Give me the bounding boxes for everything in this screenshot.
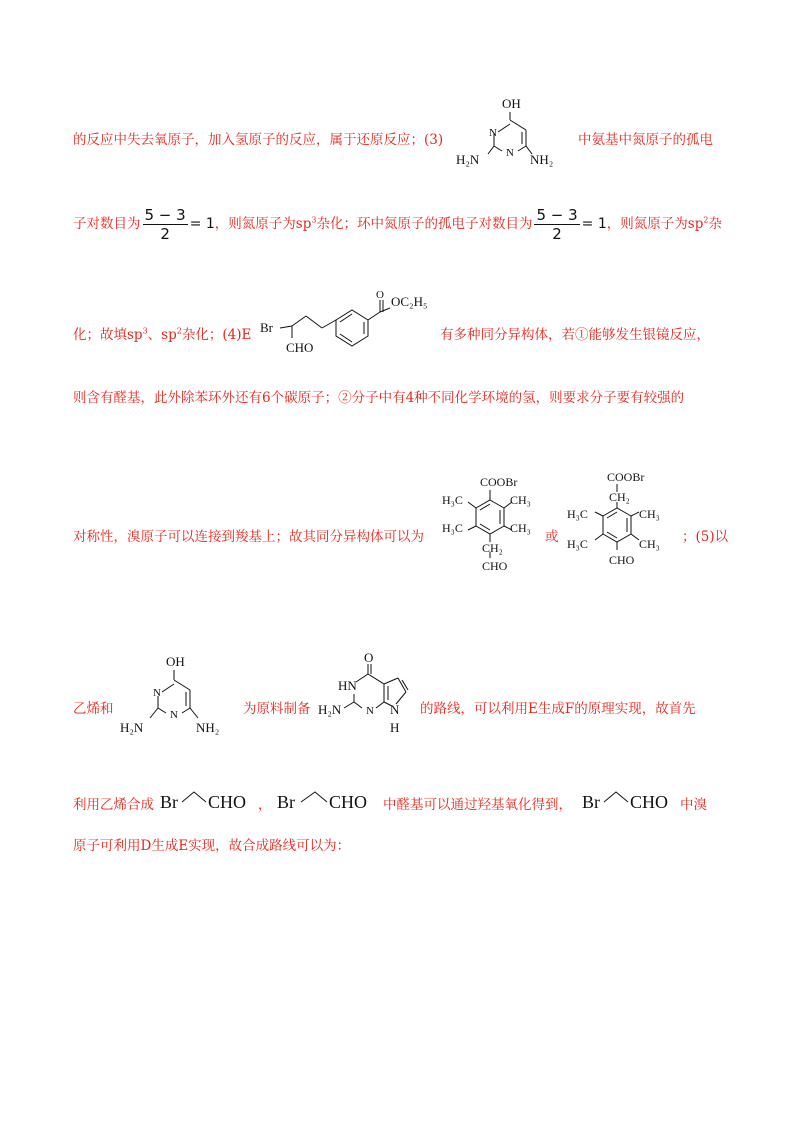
- text-line-8: [73, 834, 350, 854]
- purine-h: H: [390, 720, 400, 735]
- pyrimidine-structure-top: [452, 90, 572, 172]
- text-line-6: [73, 697, 114, 717]
- line-5-part-b: 或: [545, 529, 559, 545]
- iso2-ch2: CH₂: [609, 490, 630, 504]
- text-line-6c: [420, 697, 696, 717]
- brcho2-br: Br: [277, 792, 295, 812]
- iso1-h3c-top: H₃C: [442, 493, 463, 507]
- text-line-7d: [680, 793, 707, 813]
- iso2-coobr: COOBr: [607, 470, 645, 484]
- brcho3-br: Br: [582, 792, 600, 812]
- text-line-6b: [243, 697, 311, 717]
- purine-hn: HN: [338, 678, 357, 693]
- line-1-part-a: 的反应中失去氧原子，加入氢原子的反应，属于还原反应；(3): [73, 132, 444, 148]
- mol2-oh: OH: [166, 654, 185, 669]
- text-line-2: [73, 206, 722, 243]
- fraction-1-result: = 1: [189, 216, 215, 232]
- iso1-coobr: COOBr: [480, 475, 518, 489]
- iso2-ch3-bot: CH₃: [639, 537, 660, 551]
- fraction-2-result: = 1: [581, 216, 607, 232]
- fraction-1-numerator: 5 − 3: [144, 206, 186, 224]
- mol1-oh: OH: [502, 96, 521, 111]
- isomer-1-structure: [440, 470, 540, 580]
- iso2-h3c-top: H₃C: [567, 507, 588, 521]
- sup-2: 2: [703, 215, 709, 225]
- line-7-part-a: 利用乙烯合成: [73, 797, 154, 813]
- fraction-2-denominator: 2: [552, 225, 562, 243]
- isomer-2-structure: [565, 468, 675, 574]
- line-3-part-c: 杂化；(4)E: [181, 327, 252, 343]
- line-8-text: 原子可利用D生成E实现，故合成路线可以为：: [73, 838, 351, 854]
- iso2-ch3-top: CH₃: [639, 507, 660, 521]
- text-line-3: [73, 323, 251, 343]
- iso1-ch3-bot: CH₃: [510, 521, 531, 535]
- bromoacetaldehyde-structure-3: [580, 786, 678, 814]
- line-5-part-a: 对称性，溴原子可以连接到羧基上；故其同分异构体可以为: [73, 529, 424, 545]
- text-line-7b: [258, 793, 272, 813]
- line-2-part-b: ，则氮原子为sp: [214, 216, 312, 232]
- line-4-text: 则含有醛基，此外除苯环外还有6个碳原子；②分子中有4种不同化学环境的氢，则要求分子要有较强的: [73, 390, 685, 406]
- line-3-part-b: 、sp: [147, 327, 177, 343]
- fraction-2: [534, 206, 579, 243]
- purine-o: O: [364, 650, 374, 665]
- mol2-h2n: H₂N: [120, 720, 144, 735]
- fraction-1-denominator: 2: [160, 225, 170, 243]
- brcho3-cho: CHO: [630, 792, 669, 812]
- sup-3b: 3: [142, 326, 148, 336]
- text-line-4: [73, 386, 684, 406]
- line-3-part-a: 化；故填sp: [73, 327, 143, 343]
- purine-h2n: H₂N: [318, 702, 342, 717]
- text-line-5: [73, 525, 424, 545]
- line-2-part-c: 杂化；环中氮原子的孤电子对数目为: [316, 216, 533, 232]
- pyrrolopyrimidine-structure: [316, 650, 420, 740]
- line-6-part-c: 的路线，可以利用E生成F的原理实现，故首先: [420, 701, 696, 717]
- mol2-nh2: NH₂: [196, 720, 220, 735]
- pyrimidine-structure-middle: [116, 652, 236, 738]
- sup-2b: 2: [176, 326, 182, 336]
- line-7-part-b: ，: [258, 797, 272, 813]
- line-2-part-e: 杂: [708, 216, 722, 232]
- mol-e-o: O: [376, 289, 384, 301]
- mol1-nh2: NH₂: [530, 152, 554, 167]
- sup-3: 3: [311, 215, 317, 225]
- line-6-part-b: 为原料制备: [243, 701, 311, 717]
- mol1-h2n: H₂N: [456, 152, 480, 167]
- purine-n: N: [366, 705, 374, 717]
- iso1-cho: CHO: [482, 559, 508, 573]
- mol2-n1: N: [153, 687, 161, 699]
- line-6-part-a: 乙烯和: [73, 701, 114, 717]
- text-line-7: [73, 793, 154, 813]
- mol1-n1: N: [489, 127, 497, 139]
- text-line-1b: [578, 128, 713, 148]
- iso1-h3c-bot: H₃C: [442, 521, 463, 535]
- line-2-part-a: 子对数目为: [73, 216, 141, 232]
- mol-e-ester: OC₂H₅: [391, 294, 428, 309]
- brcho1-br: Br: [160, 792, 178, 812]
- purine-nh: N: [390, 702, 400, 717]
- line-1-part-b: 中氨基中氮原子的孤电: [578, 132, 713, 148]
- mol-e-cho: CHO: [286, 340, 314, 355]
- bromoacetaldehyde-structure-1: [158, 786, 256, 814]
- bromoacetaldehyde-structure-2: [275, 786, 379, 814]
- iso2-cho: CHO: [609, 553, 635, 567]
- text-line-5c: [682, 525, 728, 545]
- compound-e-structure: [256, 286, 446, 362]
- fraction-1: [143, 206, 188, 243]
- text-line-5b: [545, 525, 559, 545]
- brcho2-cho: CHO: [329, 792, 368, 812]
- mol1-n2: N: [506, 147, 514, 159]
- mol2-n2: N: [170, 709, 178, 721]
- line-2-part-d: ，则氮原子为sp: [606, 216, 704, 232]
- line-7-part-d: 中溴: [680, 797, 707, 813]
- fraction-2-numerator: 5 − 3: [536, 206, 578, 224]
- mol-e-br: Br: [260, 320, 273, 335]
- line-5-part-c: ；(5)以: [682, 529, 729, 545]
- text-line-1: [73, 128, 443, 148]
- line-7-part-c: 中醛基可以通过羟基氧化得到，: [383, 797, 572, 813]
- text-line-3b: [440, 323, 710, 343]
- iso2-h3c-bot: H₃C: [567, 537, 588, 551]
- text-line-7c: [383, 793, 572, 813]
- brcho1-cho: CHO: [208, 792, 247, 812]
- line-3-part-d: 有多种同分异构体，若①能够发生银镜反应，: [440, 327, 710, 343]
- iso1-ch2: CH₂: [482, 541, 503, 555]
- iso1-ch3-top: CH₃: [510, 493, 531, 507]
